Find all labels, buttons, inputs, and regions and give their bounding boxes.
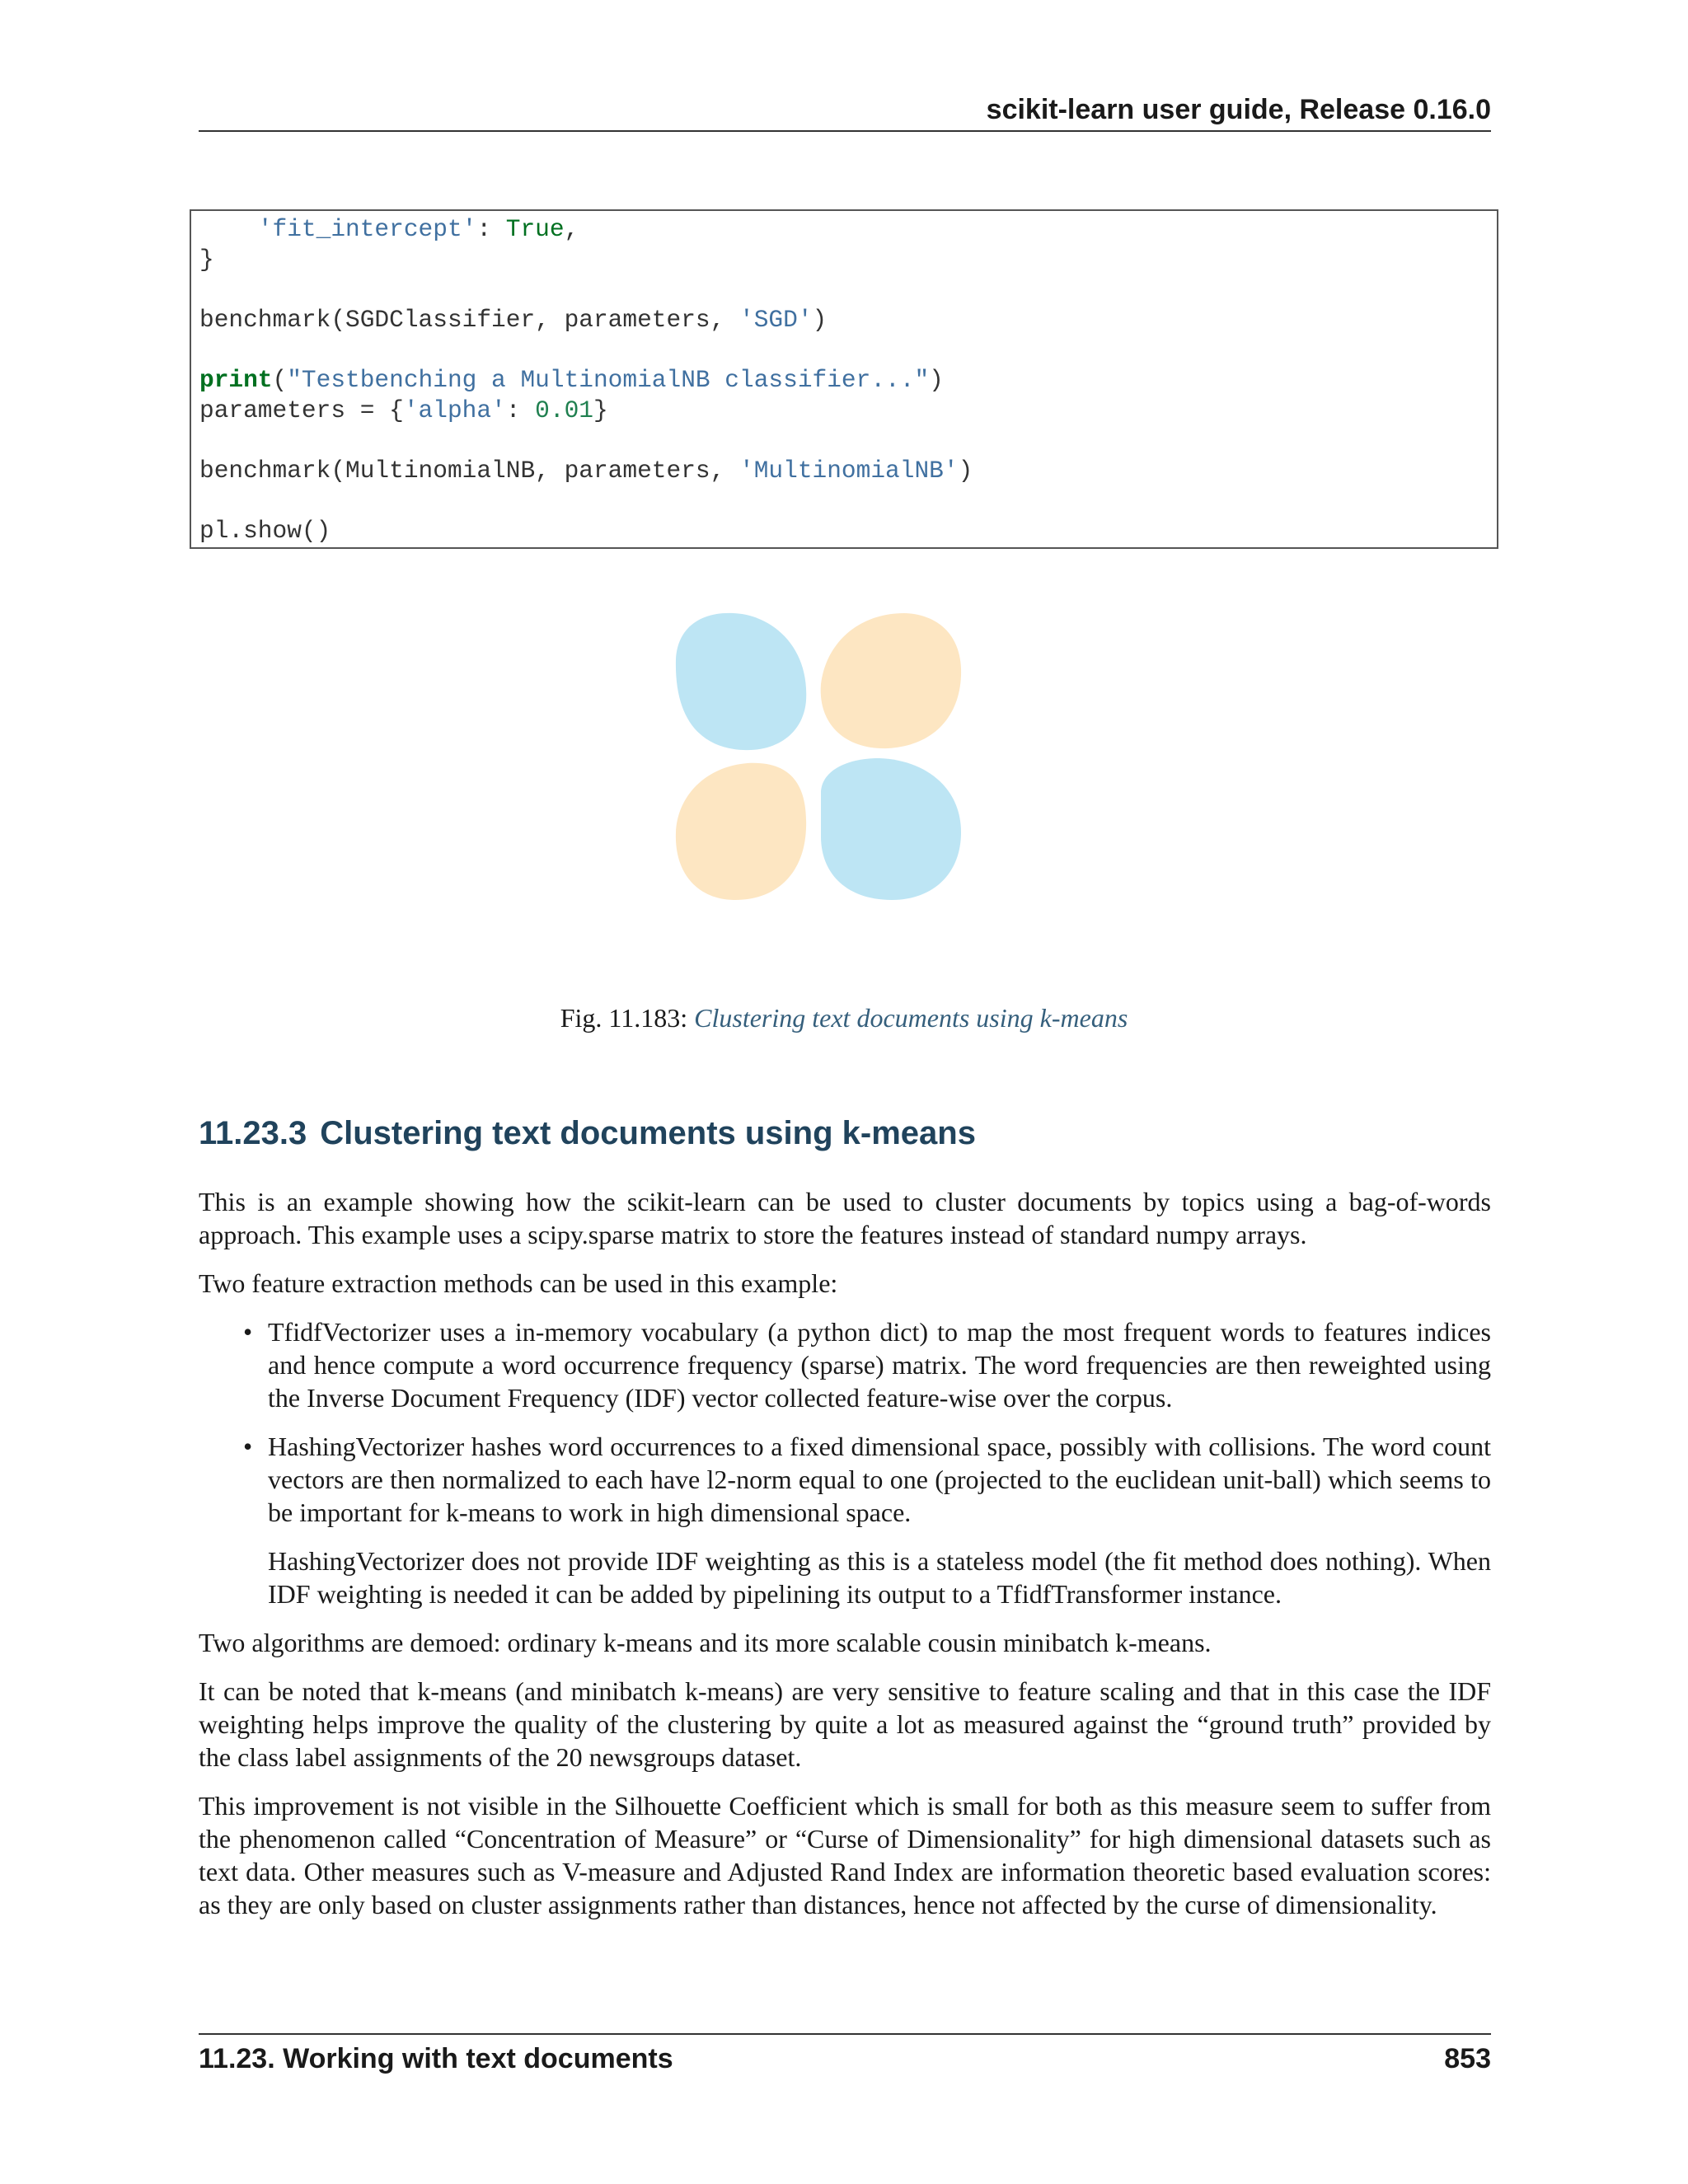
code-token: 'SGD' [739,305,813,334]
paragraph-scaling: It can be noted that k-means (and minibatch k-means) are very sensitive to feature scaling and that in this case the IDF weighting helps improve the quality of the clustering by quite a lot as measured against the “ground truth” provided by the class label assignments of the 20 newsgroups dataset. [199,1676,1491,1772]
code-line [199,396,608,424]
code-token: , [564,215,579,243]
code-token: 0.01 [535,396,593,424]
bullet: • [243,1432,253,1461]
code-token: ) [929,365,944,394]
code-token: benchmark(SGDClassifier, parameters, [199,305,740,334]
page-number: 853 [1444,2043,1491,2074]
paragraph-algorithms: Two algorithms are demoed: ordinary k-means and its more scalable cousin minibatch k-means. [199,1628,1212,1657]
blob-top-right [821,613,961,748]
caption-prefix: Fig. 11.183: [560,1003,695,1033]
list-item-hashing [243,1430,1491,1610]
code-token: 'fit_intercept' [257,215,477,243]
cluster-figure-svg [669,610,982,907]
footer-rule [199,2033,1491,2035]
blob-bottom-left [676,763,806,900]
section-body [199,1185,1491,1937]
code-token: } [199,245,214,274]
code-token: } [593,396,608,424]
code-token: 'alpha' [403,396,506,424]
code-token: parameters = { [199,396,404,424]
footer-section: 11.23. Working with text documents [199,2043,673,2074]
list-item-text: TfidfVectorizer uses a in-memory vocabulary (a python dict) to map the most frequent words to features indices and hence compute a word occurrence frequency (sparse) matrix. The word frequencies are then reweighted using the Inverse Document Frequency (IDF) vector collected feature-wise over the corpus. [268,1317,1491,1413]
section-heading [199,1113,976,1154]
methods-list [199,1315,1491,1610]
code-line [199,246,214,274]
bullet: • [243,1317,253,1347]
code-block [190,209,1498,549]
section-number: 11.23.3 [199,1115,307,1151]
code-token: "Testbenching a MultinomialNB classifier..." [287,365,930,394]
figure-image [669,610,982,907]
blob-top-left [676,613,806,750]
code-token: pl.show() [199,516,331,545]
code-line [199,517,331,545]
running-header: scikit-learn user guide, Release 0.16.0 [986,94,1491,125]
list-item-extra: HashingVectorizer does not provide IDF weighting as this is a stateless model (the fit method does nothing). When IDF weighting is needed it can be added by pipelining its output to a TfidfTransformer instance. [268,1546,1491,1609]
code-token: print [199,365,273,394]
list-item-tfidf [243,1315,1491,1414]
caption-link[interactable]: Clustering text documents using k-means [694,1003,1128,1033]
code-token: 'MultinomialNB' [739,456,959,485]
figure-caption [0,1001,1688,1034]
code-token: ( [272,365,288,394]
header-rule [199,130,1491,132]
list-item-text: HashingVectorizer hashes word occurrences to a fixed dimensional space, possibly with collisions. The word count vectors are then normalized to each have l2-norm equal to one (projected to the euclidean unit-ball) which seems to be important for k-means to work in high dimensional space. [268,1432,1491,1527]
code-token: ) [958,456,973,485]
paragraph-silhouette: This improvement is not visible in the Silhouette Coefficient which is small for both as this measure seem to suffer from the phenomenon called “Concentration of Measure” or “Curse of Dimensionality” for high dimensional datasets such as text data. Other measures such as V-measure and Adjusted Rand Index are information theoretic based evaluation scores: as they are only based on cluster assignments rather than distances, hence not affected by the curse of dimensionality. [199,1791,1491,1919]
paragraph-methods-intro: Two feature extraction methods can be used in this example: [199,1268,838,1298]
code-token: benchmark(MultinomialNB, parameters, [199,456,740,485]
code-token: ) [812,305,828,334]
blob-bottom-right [821,758,961,900]
code-line [199,215,579,243]
paragraph-intro: This is an example showing how the scikit-learn can be used to cluster documents by topics using a bag-of-words approach. This example uses a scipy.sparse matrix to store the features instead of standard numpy arrays. [199,1187,1491,1249]
code-token: True [505,215,565,243]
code-token [199,215,258,243]
code-token: : [476,215,506,243]
code-line [199,306,827,334]
code-line [199,457,973,485]
code-listing [199,214,973,546]
code-token: : [505,396,536,424]
section-title-text: Clustering text documents using k-means [320,1115,976,1151]
code-line [199,366,944,394]
